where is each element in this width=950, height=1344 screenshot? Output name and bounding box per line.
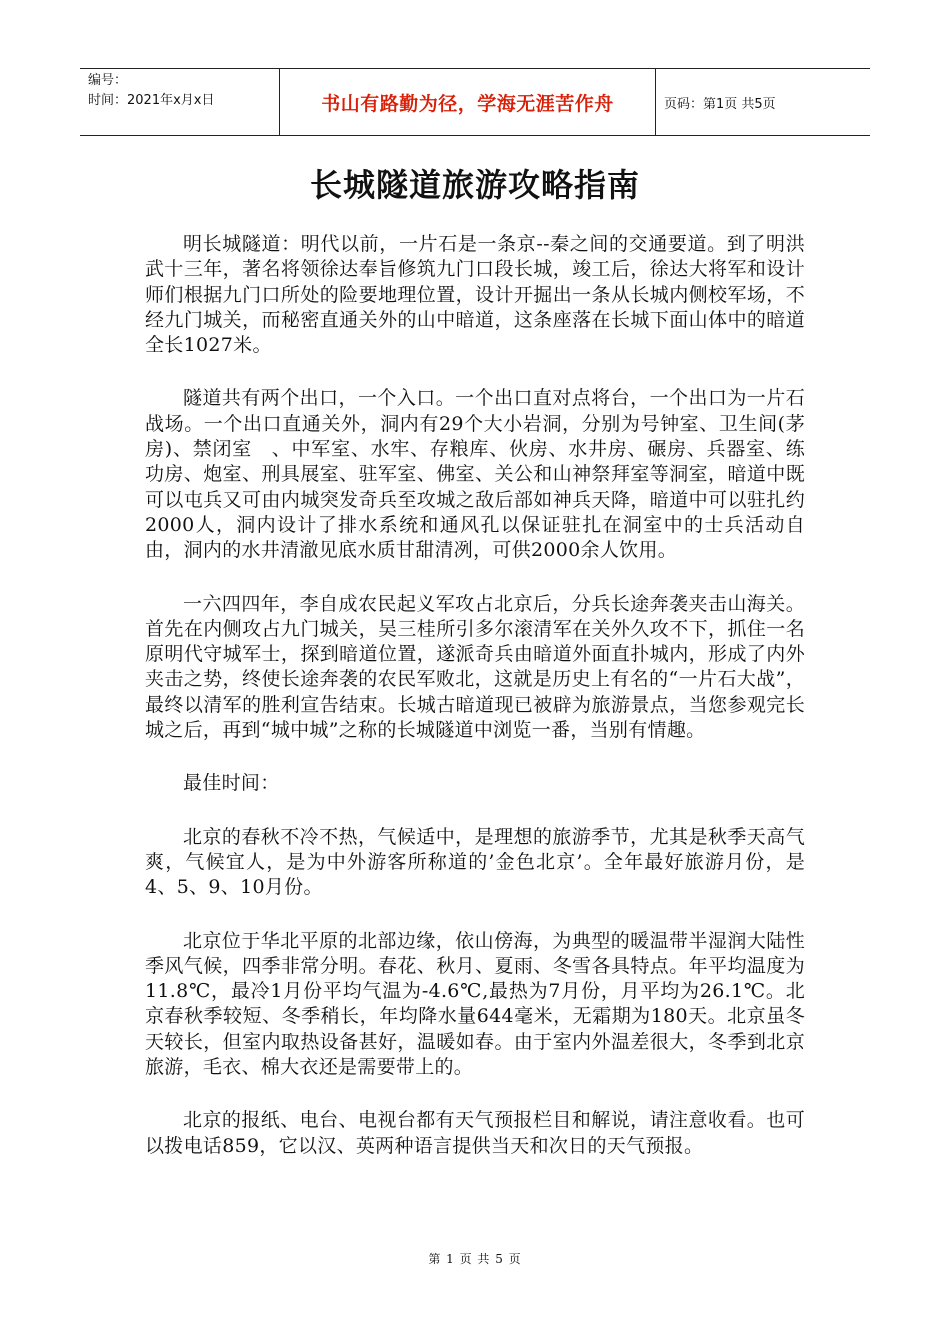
paragraph: 北京位于华北平原的北部边缘，依山傍海，为典型的暖温带半湿润大陆性季风气候，四季非常分明。春花、秋月、夏雨、冬雪各具特点。年平均温度为11.8℃，最冷1月份平均气温为-4.6℃,最热为7月份，月平均为26.1℃。北京春秋季较短、冬季稍长，年均降水量644毫米，无霜期为180天。北京虽冬天较长，但室内取热设备甚好，温暖如春。由于室内外温差很大，冬季到北京旅游，毛衣、棉大衣还是需要带上的。 (145, 929, 805, 1079)
paragraph: 一六四四年，李自成农民起义军攻占北京后，分兵长途奔袭夹击山海关。首先在内侧攻占九门城关，吴三桂所引多尔滚清军在关外久攻不下，抓住一名原明代守城军士，探到暗道位置，遂派奇兵由暗道外面直扑城内，形成了内外夹击之势，终使长途奔袭的农民军败北，这就是历史上有名的“一片石大战”，最终以清军的胜利宣告结束。长城古暗道现已被辟为旅游景点，当您参观完长城之后，再到“城中城”之称的长城隧道中浏览一番，当别有情趣。 (145, 592, 805, 742)
section-heading: 最佳时间： (183, 772, 280, 795)
page-footer: 第 1 页 共 5 页 (428, 1252, 522, 1266)
header-meta-cell (80, 69, 280, 135)
document-header (80, 68, 870, 136)
header-motto: 书山有路勤为径，学海无涯苦作舟 (280, 69, 656, 135)
paragraph: 北京的春秋不冷不热，气候适中，是理想的旅游季节，尤其是秋季天高气爽，气候宜人，是为中外游客所称道的’金色北京’。全年最好旅游月份，是4、5、9、10月份。 (145, 825, 805, 899)
paragraph: 北京的报纸、电台、电视台都有天气预报栏目和解说，请注意收看。也可以拨电话859，它以汉、英两种语言提供当天和次日的天气预报。 (145, 1109, 805, 1157)
paragraph: 明长城隧道：明代以前，一片石是一条京--秦之间的交通要道。到了明洪武十三年，著名将领徐达奉旨修筑九门口段长城，竣工后，徐达大将军和设计师们根据九门口所处的险要地理位置，设计开掘出一条从长城内侧校军场，不经九门城关，而秘密直通关外的山中暗道，这条座落在长城下面山体中的暗道全长1027米。 (145, 233, 805, 357)
number-label: 编号： (88, 73, 128, 88)
document-title: 长城隧道旅游攻略指南 (309, 166, 640, 204)
time-label: 时间：2021年x月x日 (88, 93, 215, 108)
header-page-info: 页码：第1页 共5页 (664, 96, 776, 112)
document-body (145, 232, 805, 1187)
paragraph: 隧道共有两个出口，一个入口。一个出口直对点将台，一个出口为一片石战场。一个出口直通关外，洞内有29个大小岩洞，分别为号钟室、卫生间(茅房)、禁闭室 、中军室、水牢、存粮库、伙房、水井房、碾房、兵器室、练功房、炮室、刑具展室、驻军室、佛室、关公和山神祭拜室等洞室，暗道中既可以屯兵又可由内城突发奇兵至攻城之敌后部如神兵天降，暗道中可以驻扎约2000人，洞内设计了排水系统和通风孔以保证驻扎在洞室中的士兵活动自由，洞内的水井清澈见底水质甘甜清冽，可供2000余人饮用。 (145, 387, 805, 562)
